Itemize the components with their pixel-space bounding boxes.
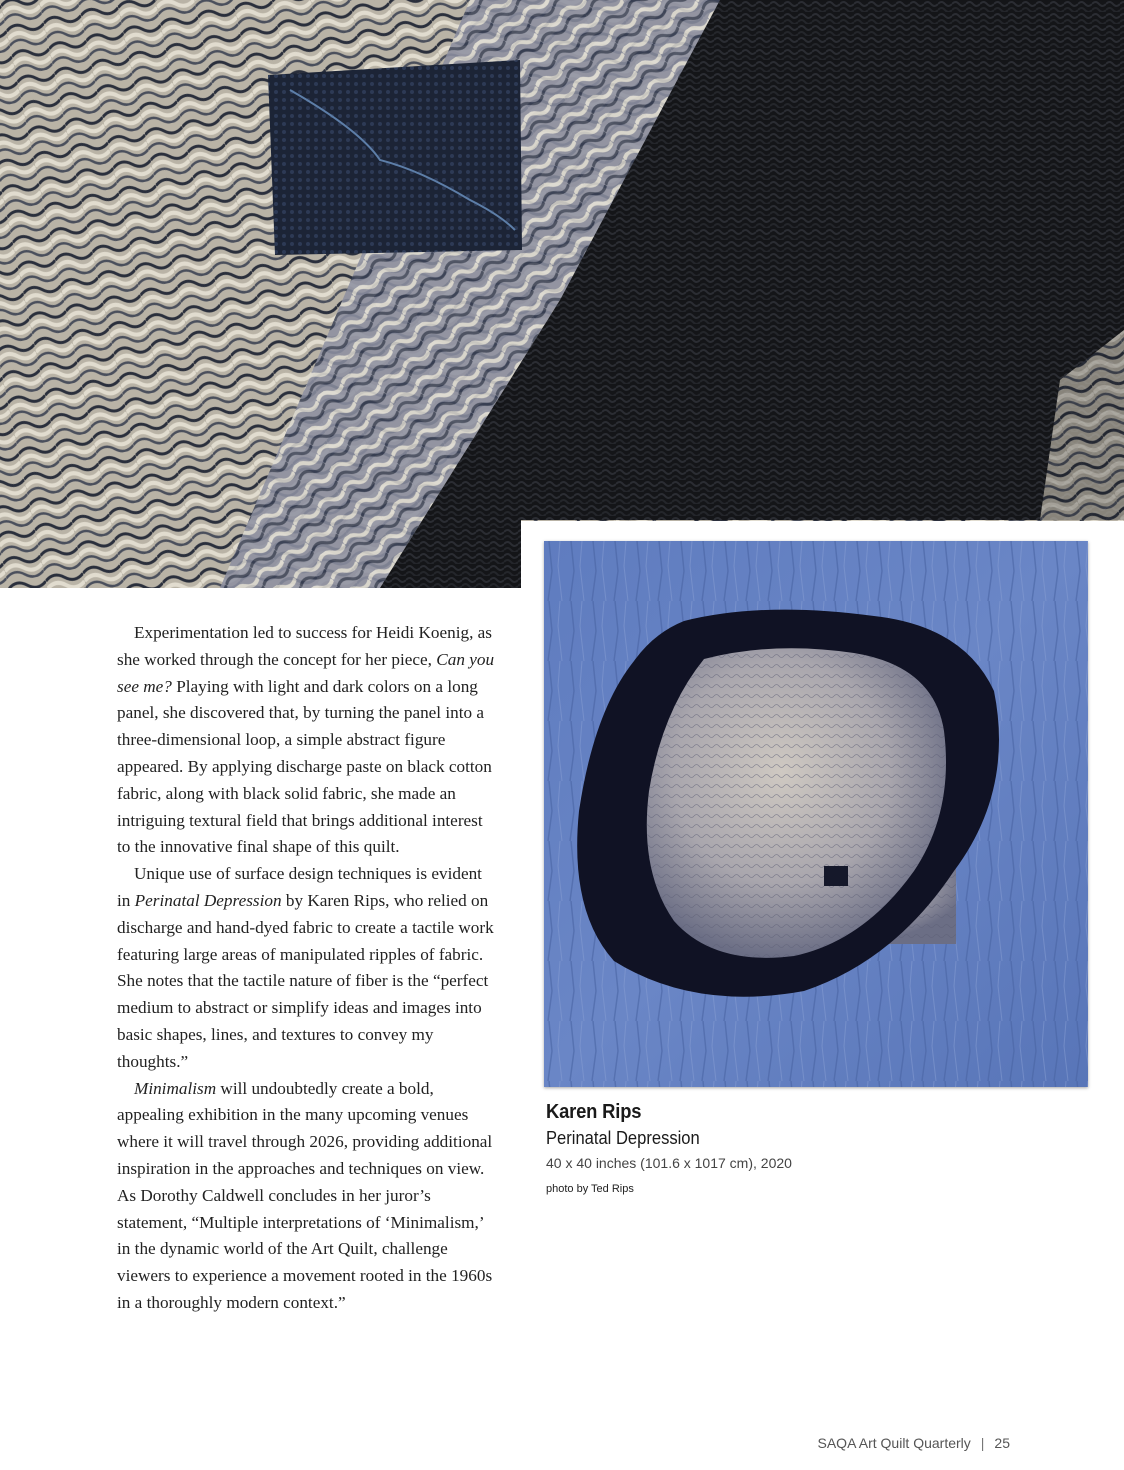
paragraph-1-text-a: Experimentation led to success for Heidi Koenig, as she worked through the concept for her piece, <box>117 623 492 669</box>
footer-publication: SAQA Art Quilt Quarterly <box>817 1435 971 1451</box>
page-footer <box>818 1435 1011 1451</box>
paragraph-3-text: will undoubtedly create a bold, appealing exhibition in the many upcoming venues where it will travel through 2026, providing additional inspiration in the approaches and techniques on view. As Dorothy Caldwell concludes in her juror’s statement, “Multiple interpretations of ‘Minimalism,’ in the dynamic world of the Art Quilt, challenge viewers to experience a movement rooted in the 1960s in a thoroughly modern context.” <box>117 1078 493 1312</box>
paragraph-1-text-b: Playing with light and dark colors on a long panel, she discovered that, by turning the panel into a three-dimensional loop, a simple abstract figure appeared. By applying discharge paste on black cotton fabric, along with black solid fabric, she made an intriguing textural field that brings additional interest to the innovative final shape of this quilt. <box>117 676 492 857</box>
caption-dimensions: 40 x 40 inches (101.6 x 1017 cm), 2020 <box>546 1155 792 1171</box>
artwork-title-can-you-see-me: Can you see me? <box>117 649 495 696</box>
exhibition-title-minimalism: Minimalism <box>134 1078 217 1098</box>
caption-title: Perinatal Depression <box>546 1128 700 1148</box>
paragraph-2-text-a: Unique use of surface design techniques is evident in <box>117 864 482 910</box>
quilt-detail-photo <box>0 0 1124 588</box>
paragraph-2-text-b: by Karen Rips, who relied on discharge and hand-dyed fabric to create a tactile work featuring large areas of manipulated ripples of fabric. She notes that the tactile nature of fiber is the “perfect medium to abstract or simplify ideas and images into basic shapes, lines, and textures to convey my thoughts.” <box>117 890 494 1071</box>
footer-separator: | <box>980 1435 985 1451</box>
paragraph-1 <box>117 620 497 861</box>
hero-quilt-detail-image <box>0 0 1124 588</box>
caption-photo-credit: photo by Ted Rips <box>546 1183 634 1195</box>
artwork-title-perinatal-depression: Perinatal Depression <box>134 890 282 910</box>
page-number: 25 <box>994 1435 1010 1451</box>
article-body <box>117 620 497 1317</box>
artwork-caption <box>546 1099 1086 1195</box>
paragraph-3 <box>117 1076 497 1317</box>
quilt-artwork-photo <box>544 541 1088 1087</box>
paragraph-2 <box>117 861 497 1075</box>
artwork-image <box>544 541 1088 1087</box>
caption-artist: Karen Rips <box>546 1101 642 1123</box>
